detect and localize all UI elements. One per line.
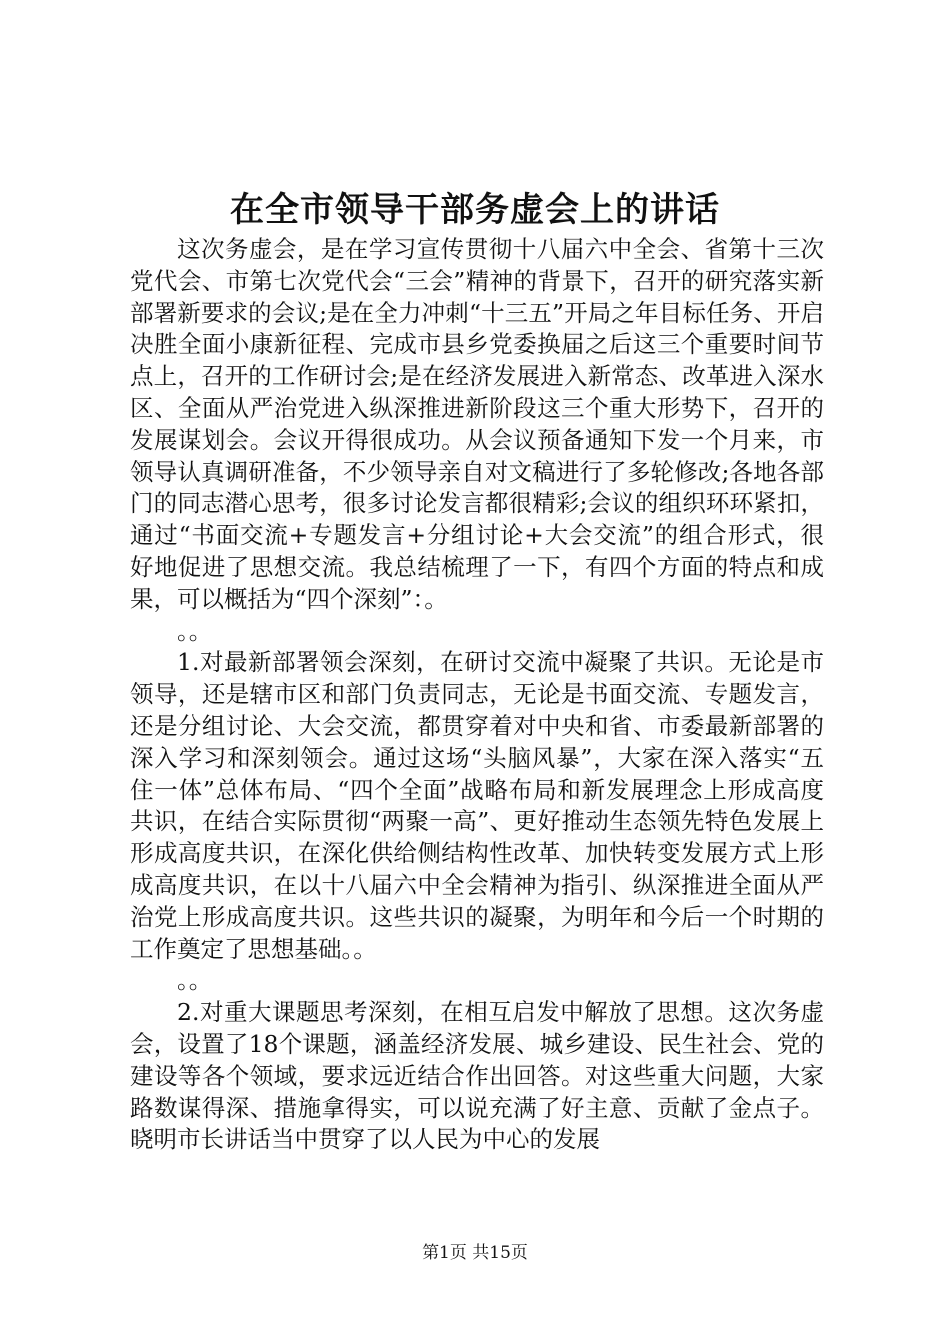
separator-dots: 。。	[177, 616, 213, 645]
body-paragraph-point-1: 1.对最新部署领会深刻，在研讨交流中凝聚了共识。无论是市领导，还是辖市区和部门负责同志，无论是书面交流、专题发言，还是分组讨论、大会交流，都贯穿着对中央和省、市委最新部署的深入学习和深刻领会。通过这场“头脑风暴”，大家在深入落实“五住一体”总体布局、“四个全面”战略布局和新发展理念上形成高度共识，在结合实际贯彻“两聚一高”、更好推动生态领先特色发展上形成高度共识，在深化供给侧结构性改革、加快转变发展方式上形成高度共识，在以十八届六中全会精神为指引、纵深推进全面从严治党上形成高度共识。这些共识的凝聚，为明年和今后一个时期的工作奠定了思想基础。。	[130, 648, 824, 963]
document-title: 在全市领导干部务虚会上的讲话	[230, 190, 720, 230]
body-paragraph-intro: 这次务虚会，是在学习宣传贯彻十八届六中全会、省第十三次党代会、市第七次党代会“三会”精神的背景下，召开的研究落实新部署新要求的会议;是在全力冲刺“十三五”开局之年目标任务、开启决胜全面小康新征程、完成市县乡党委换届之后这三个重要时间节点上，召开的工作研讨会;是在经济发展进入新常态、改革进入深水区、全面从严治党进入纵深推进新阶段这三个重大形势下，召开的发展谋划会。会议开得很成功。从会议预备通知下发一个月来，市领导认真调研准备，不少领导亲自对文稿进行了多轮修改;各地各部门的同志潜心思考，很多讨论发言都很精彩;会议的组织环环紧扣，通过“书面交流+专题发言+分组讨论+大会交流”的组合形式，很好地促进了思想交流。我总结梳理了一下，有四个方面的特点和成果，可以概括为“四个深刻”：。	[130, 235, 824, 613]
document-body	[130, 234, 824, 1156]
separator-dots: 。。	[177, 966, 213, 995]
page-footer: 第1页 共15页	[422, 1243, 528, 1263]
body-paragraph-point-2: 2.对重大课题思考深刻，在相互启发中解放了思想。这次务虚会，设置了18个课题，涵盖经济发展、城乡建设、民生社会、党的建设等各个领域，要求远近结合作出回答。对这些重大问题，大家路数谋得深、措施拿得实，可以说充满了好主意、贡献了金点子。晓明市长讲话当中贯穿了以人民为中心的发展	[130, 998, 824, 1154]
